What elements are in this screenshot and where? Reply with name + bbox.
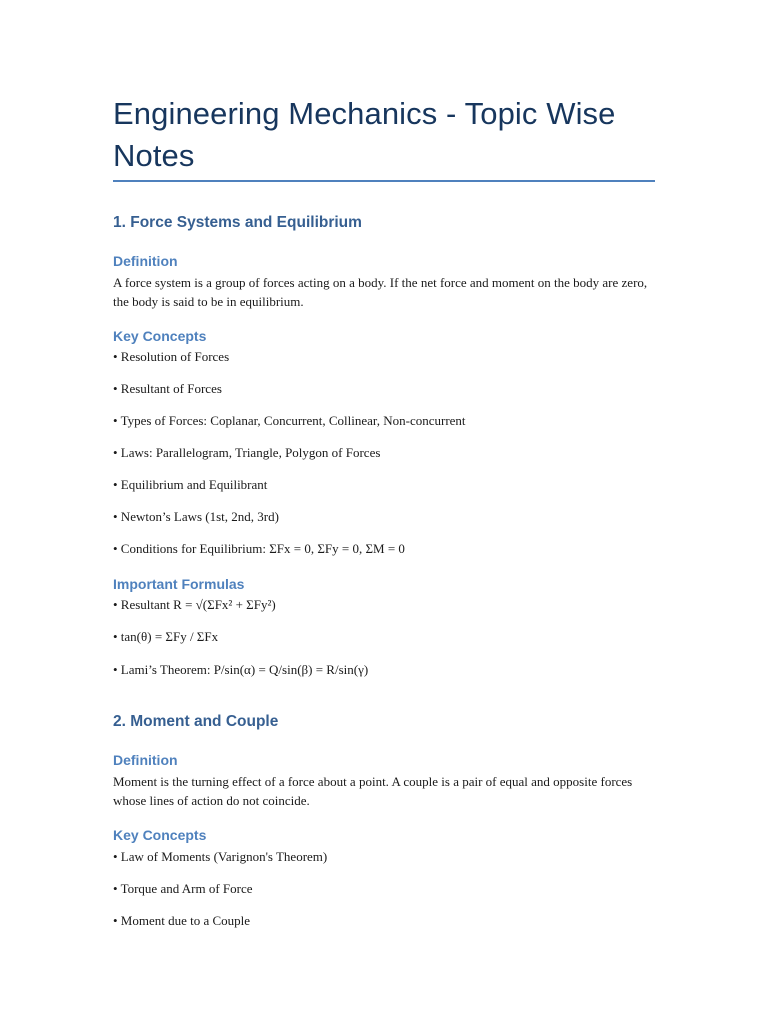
section-1-definition-heading: Definition <box>113 253 178 269</box>
list-item: • Torque and Arm of Force <box>113 881 253 896</box>
list-item: • Laws: Parallelogram, Triangle, Polygon of Forces <box>113 445 381 460</box>
list-item: • Law of Moments (Varignon's Theorem) <box>113 849 328 864</box>
section-1-heading: 1. Force Systems and Equilibrium <box>113 214 362 231</box>
title-divider <box>113 180 655 182</box>
list-item: • Resolution of Forces <box>113 349 230 364</box>
list-item: • Resultant of Forces <box>113 381 222 396</box>
list-item: • Conditions for Equilibrium: ΣFx = 0, ΣFy = 0, ΣM = 0 <box>113 541 405 556</box>
section-2-definition-text: Moment is the turning effect of a force about a point. A couple is a pair of equal and opposite forces whose lines of action do not coincide. <box>113 774 633 808</box>
section-1-key-concepts-heading: Key Concepts <box>113 328 207 344</box>
section-2-definition-heading: Definition <box>113 752 178 768</box>
list-item: • Equilibrium and Equilibrant <box>113 477 268 492</box>
section-2-heading: 2. Moment and Couple <box>113 713 279 730</box>
list-item: • Newton’s Laws (1st, 2nd, 3rd) <box>113 509 279 524</box>
section-1-definition-text: A force system is a group of forces acting on a body. If the net force and moment on the body are zero, the body is said to be in equilibrium. <box>113 275 648 309</box>
document-title: Engineering Mechanics - Topic Wise Notes <box>113 96 616 173</box>
formula-item: • Lami’s Theorem: P/sin(α) = Q/sin(β) = R/sin(γ) <box>113 662 369 677</box>
section-1-formulas-heading: Important Formulas <box>113 576 245 592</box>
list-item: • Moment due to a Couple <box>113 913 251 928</box>
formula-item: • Resultant R = √(ΣFx² + ΣFy²) <box>113 597 276 612</box>
list-item: • Types of Forces: Coplanar, Concurrent, Collinear, Non-concurrent <box>113 413 466 428</box>
section-2-key-concepts-heading: Key Concepts <box>113 827 207 843</box>
formula-item: • tan(θ) = ΣFy / ΣFx <box>113 629 219 644</box>
